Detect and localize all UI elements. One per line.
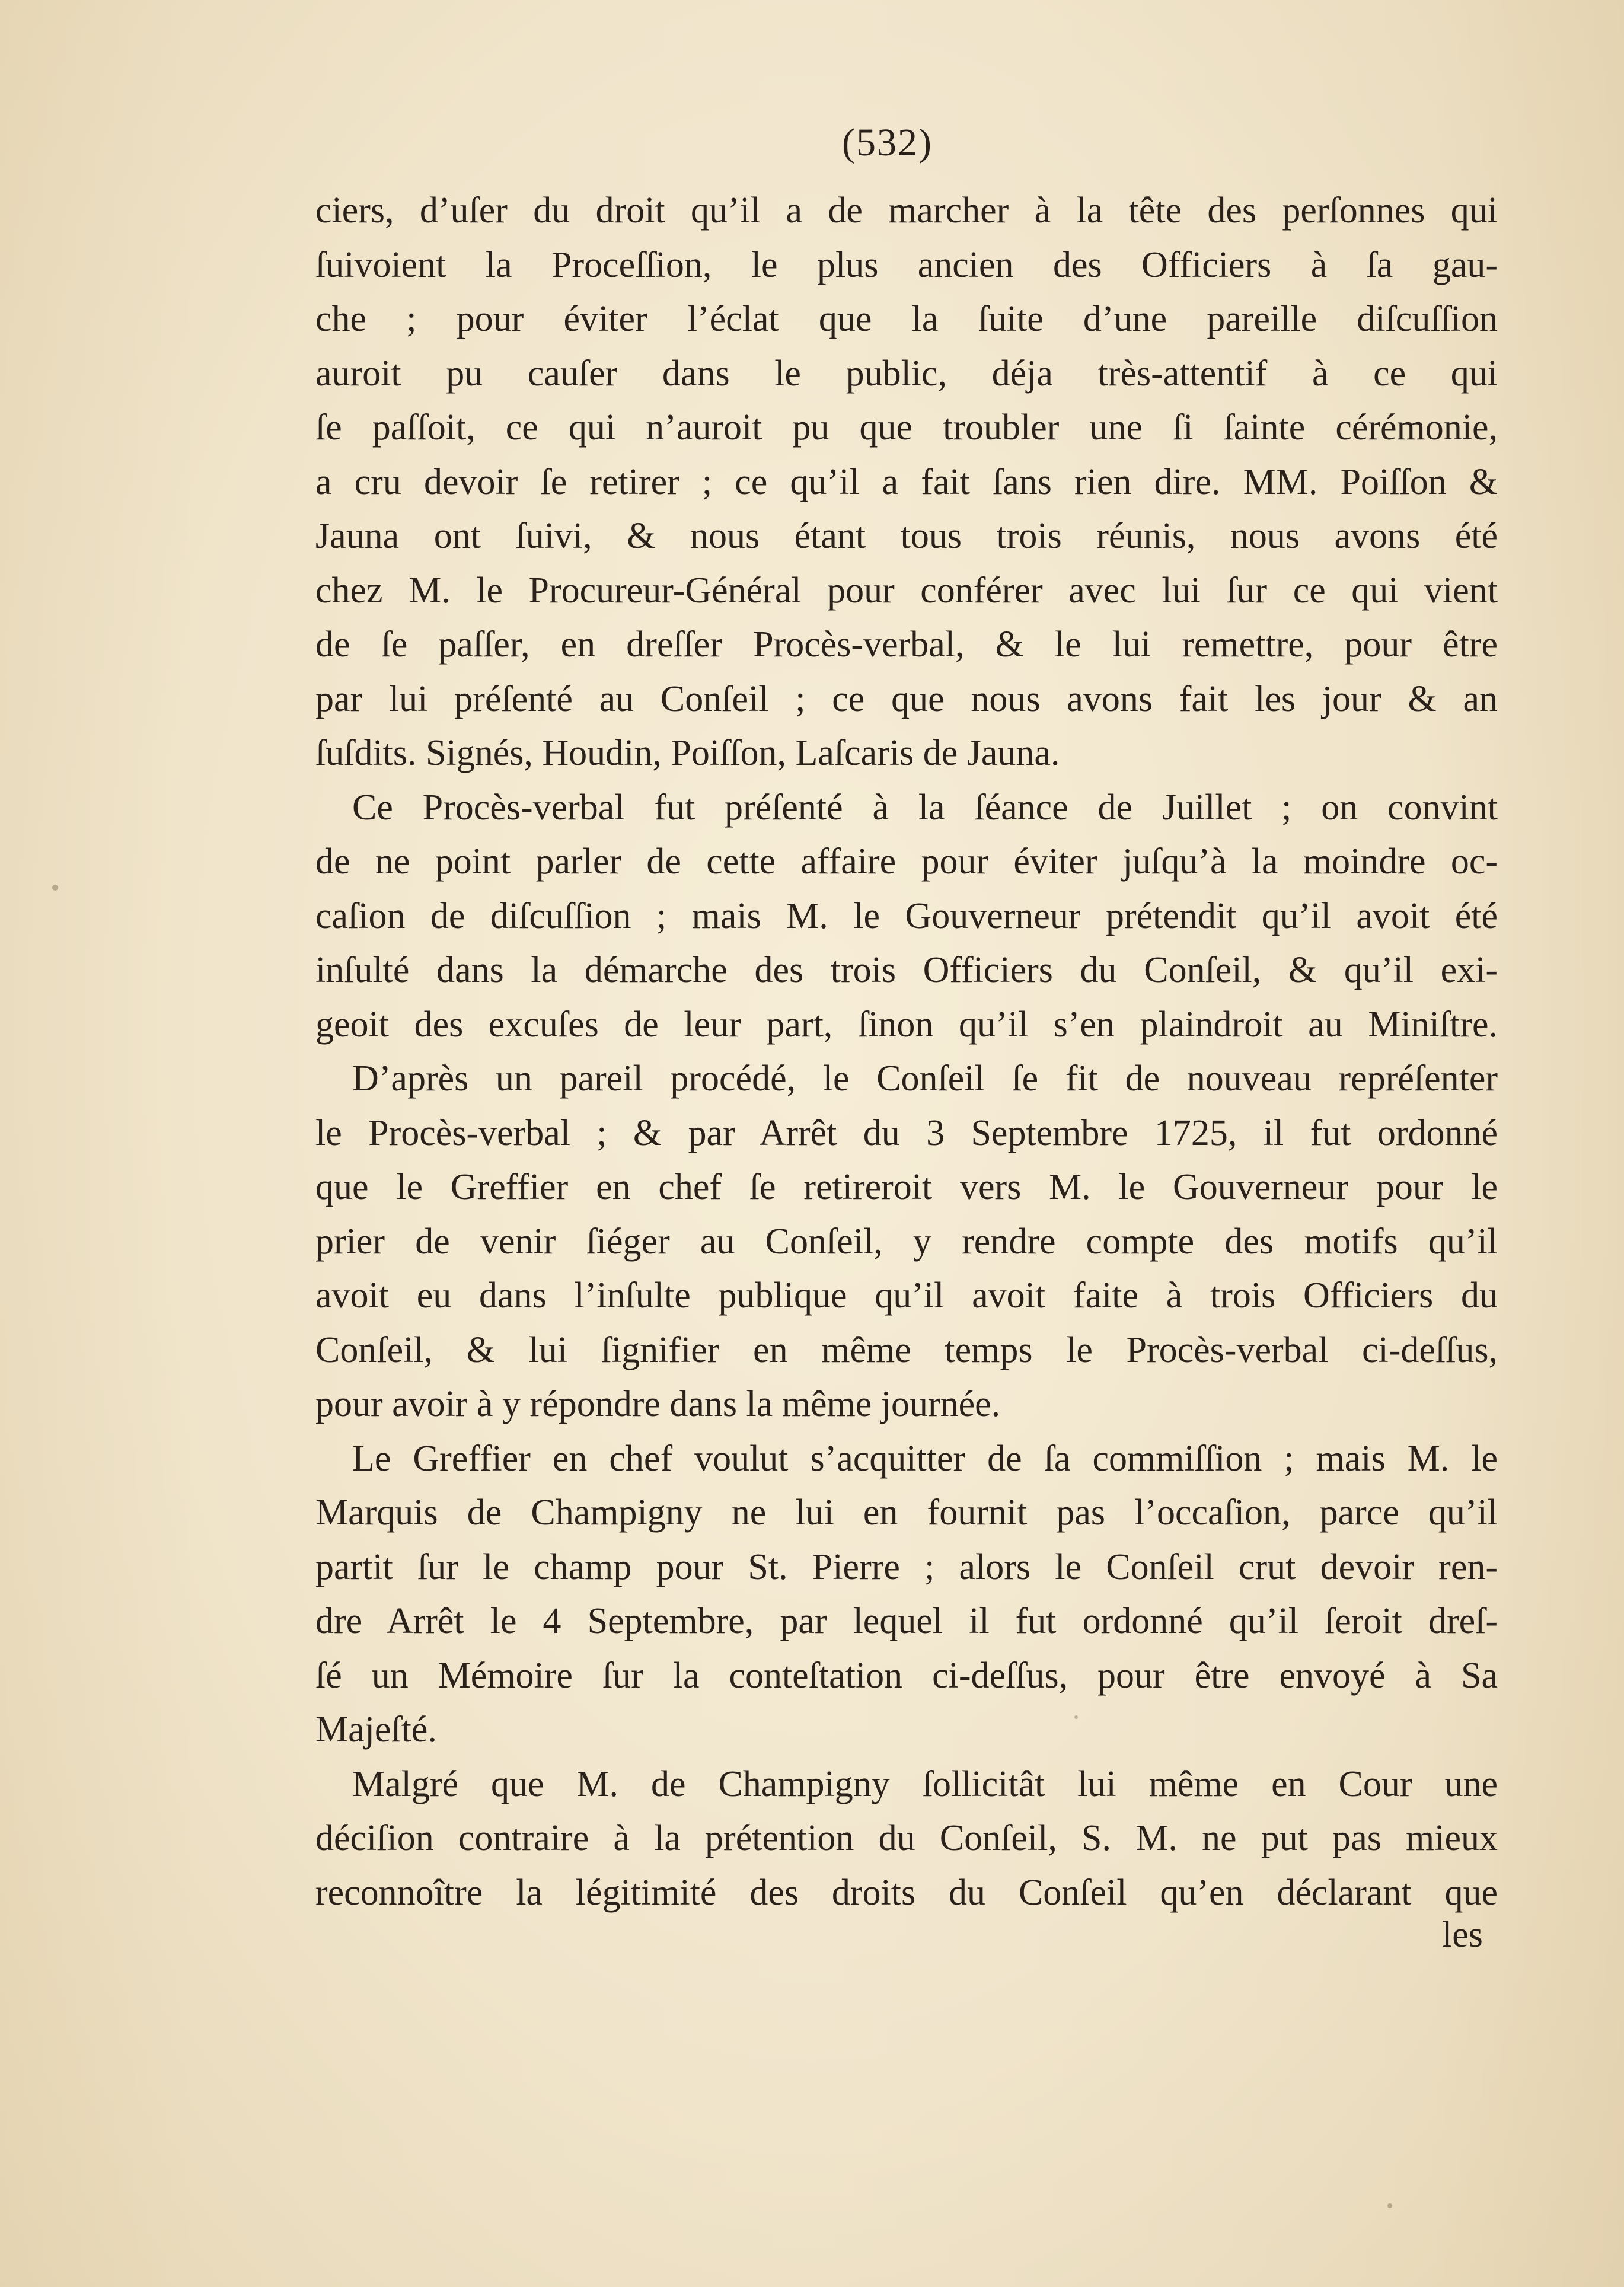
text-line: le Procès-verbal ; & par Arrêt du 3 Septembre 1725, il fut ordonné: [315, 1112, 1498, 1153]
text-line: prier de venir ſiéger au Conſeil, y rendre compte des motifs qu’il: [315, 1221, 1498, 1262]
body-text: [315, 184, 1498, 1920]
text-line: reconnoître la légitimité des droits du Conſeil qu’en déclarant que: [315, 1872, 1498, 1913]
text-line: Malgré que M. de Champigny ſollicitât lui même en Cour une: [352, 1763, 1498, 1804]
text-line: ſé un Mémoire ſur la conteſtation ci-deſſus, pour être envoyé à Sa: [315, 1655, 1498, 1696]
text-line: que le Greffier en chef ſe retireroit vers M. le Gouverneur pour le: [315, 1167, 1498, 1207]
text-line: geoit des excuſes de leur part, ſinon qu’il s’en plaindroit au Miniſtre.: [315, 1004, 1498, 1045]
text-line: Ce Procès-verbal fut préſenté à la ſéance de Juillet ; on convint: [352, 787, 1498, 828]
text-line: Jauna ont ſuivi, & nous étant tous trois réunis, nous avons été: [315, 516, 1498, 556]
text-line: auroit pu cauſer dans le public, déja très-attentif à ce qui: [315, 353, 1498, 394]
text-line: ſuſdits. Signés, Houdin, Poiſſon, Laſcaris de Jauna.: [315, 733, 1060, 773]
text-line: déciſion contraire à la prétention du Conſeil, S. M. ne put pas mieux: [315, 1818, 1498, 1858]
paper-speck: [1074, 1715, 1078, 1719]
text-line: de ſe paſſer, en dreſſer Procès-verbal, & le lui remettre, pour être: [315, 624, 1498, 665]
text-line: ſuivoient la Proceſſion, le plus ancien des Officiers à ſa gau-: [315, 244, 1498, 285]
text-line: Conſeil, & lui ſignifier en même temps le Procès-verbal ci-deſſus,: [315, 1329, 1498, 1370]
catchword: les: [1442, 1915, 1483, 1955]
text-line: partit ſur le champ pour St. Pierre ; alors le Conſeil crut devoir ren-: [315, 1546, 1498, 1587]
text-line: che ; pour éviter l’éclat que la ſuite d’une pareille diſcuſſion: [315, 299, 1498, 339]
text-line: caſion de diſcuſſion ; mais M. le Gouverneur prétendit qu’il avoit été: [315, 895, 1498, 936]
text-line: Majeſté.: [315, 1709, 437, 1750]
text-line: ciers, d’uſer du droit qu’il a de marcher à la tête des perſonnes qui: [315, 190, 1498, 231]
page-number: (532): [842, 121, 933, 164]
text-line: dre Arrêt le 4 Septembre, par lequel il fut ordonné qu’il ſeroit dreſ-: [315, 1601, 1498, 1641]
text-line: avoit eu dans l’inſulte publique qu’il avoit faite à trois Officiers du: [315, 1275, 1498, 1316]
paper-speck: [1387, 2203, 1392, 2208]
text-line: a cru devoir ſe retirer ; ce qu’il a fait ſans rien dire. MM. Poiſſon &: [315, 461, 1498, 502]
text-line: Le Greffier en chef voulut s’acquitter de ſa commiſſion ; mais M. le: [352, 1438, 1498, 1479]
text-line: par lui préſenté au Conſeil ; ce que nous avons fait les jour & an: [315, 678, 1498, 719]
paper-speck: [52, 885, 58, 891]
text-line: ſe paſſoit, ce qui n’auroit pu que troubler une ſi ſainte cérémonie,: [315, 407, 1498, 448]
text-line: inſulté dans la démarche des trois Officiers du Conſeil, & qu’il exi-: [315, 950, 1498, 990]
text-line: Marquis de Champigny ne lui en fournit pas l’occaſion, parce qu’il: [315, 1492, 1498, 1533]
text-line: chez M. le Procureur-Général pour conférer avec lui ſur ce qui vient: [315, 570, 1498, 611]
text-line: D’après un pareil procédé, le Conſeil ſe fit de nouveau repréſenter: [352, 1058, 1498, 1099]
text-line: pour avoir à y répondre dans la même journée.: [315, 1384, 1001, 1424]
text-line: de ne point parler de cette affaire pour éviter juſqu’à la moindre oc-: [315, 841, 1498, 882]
